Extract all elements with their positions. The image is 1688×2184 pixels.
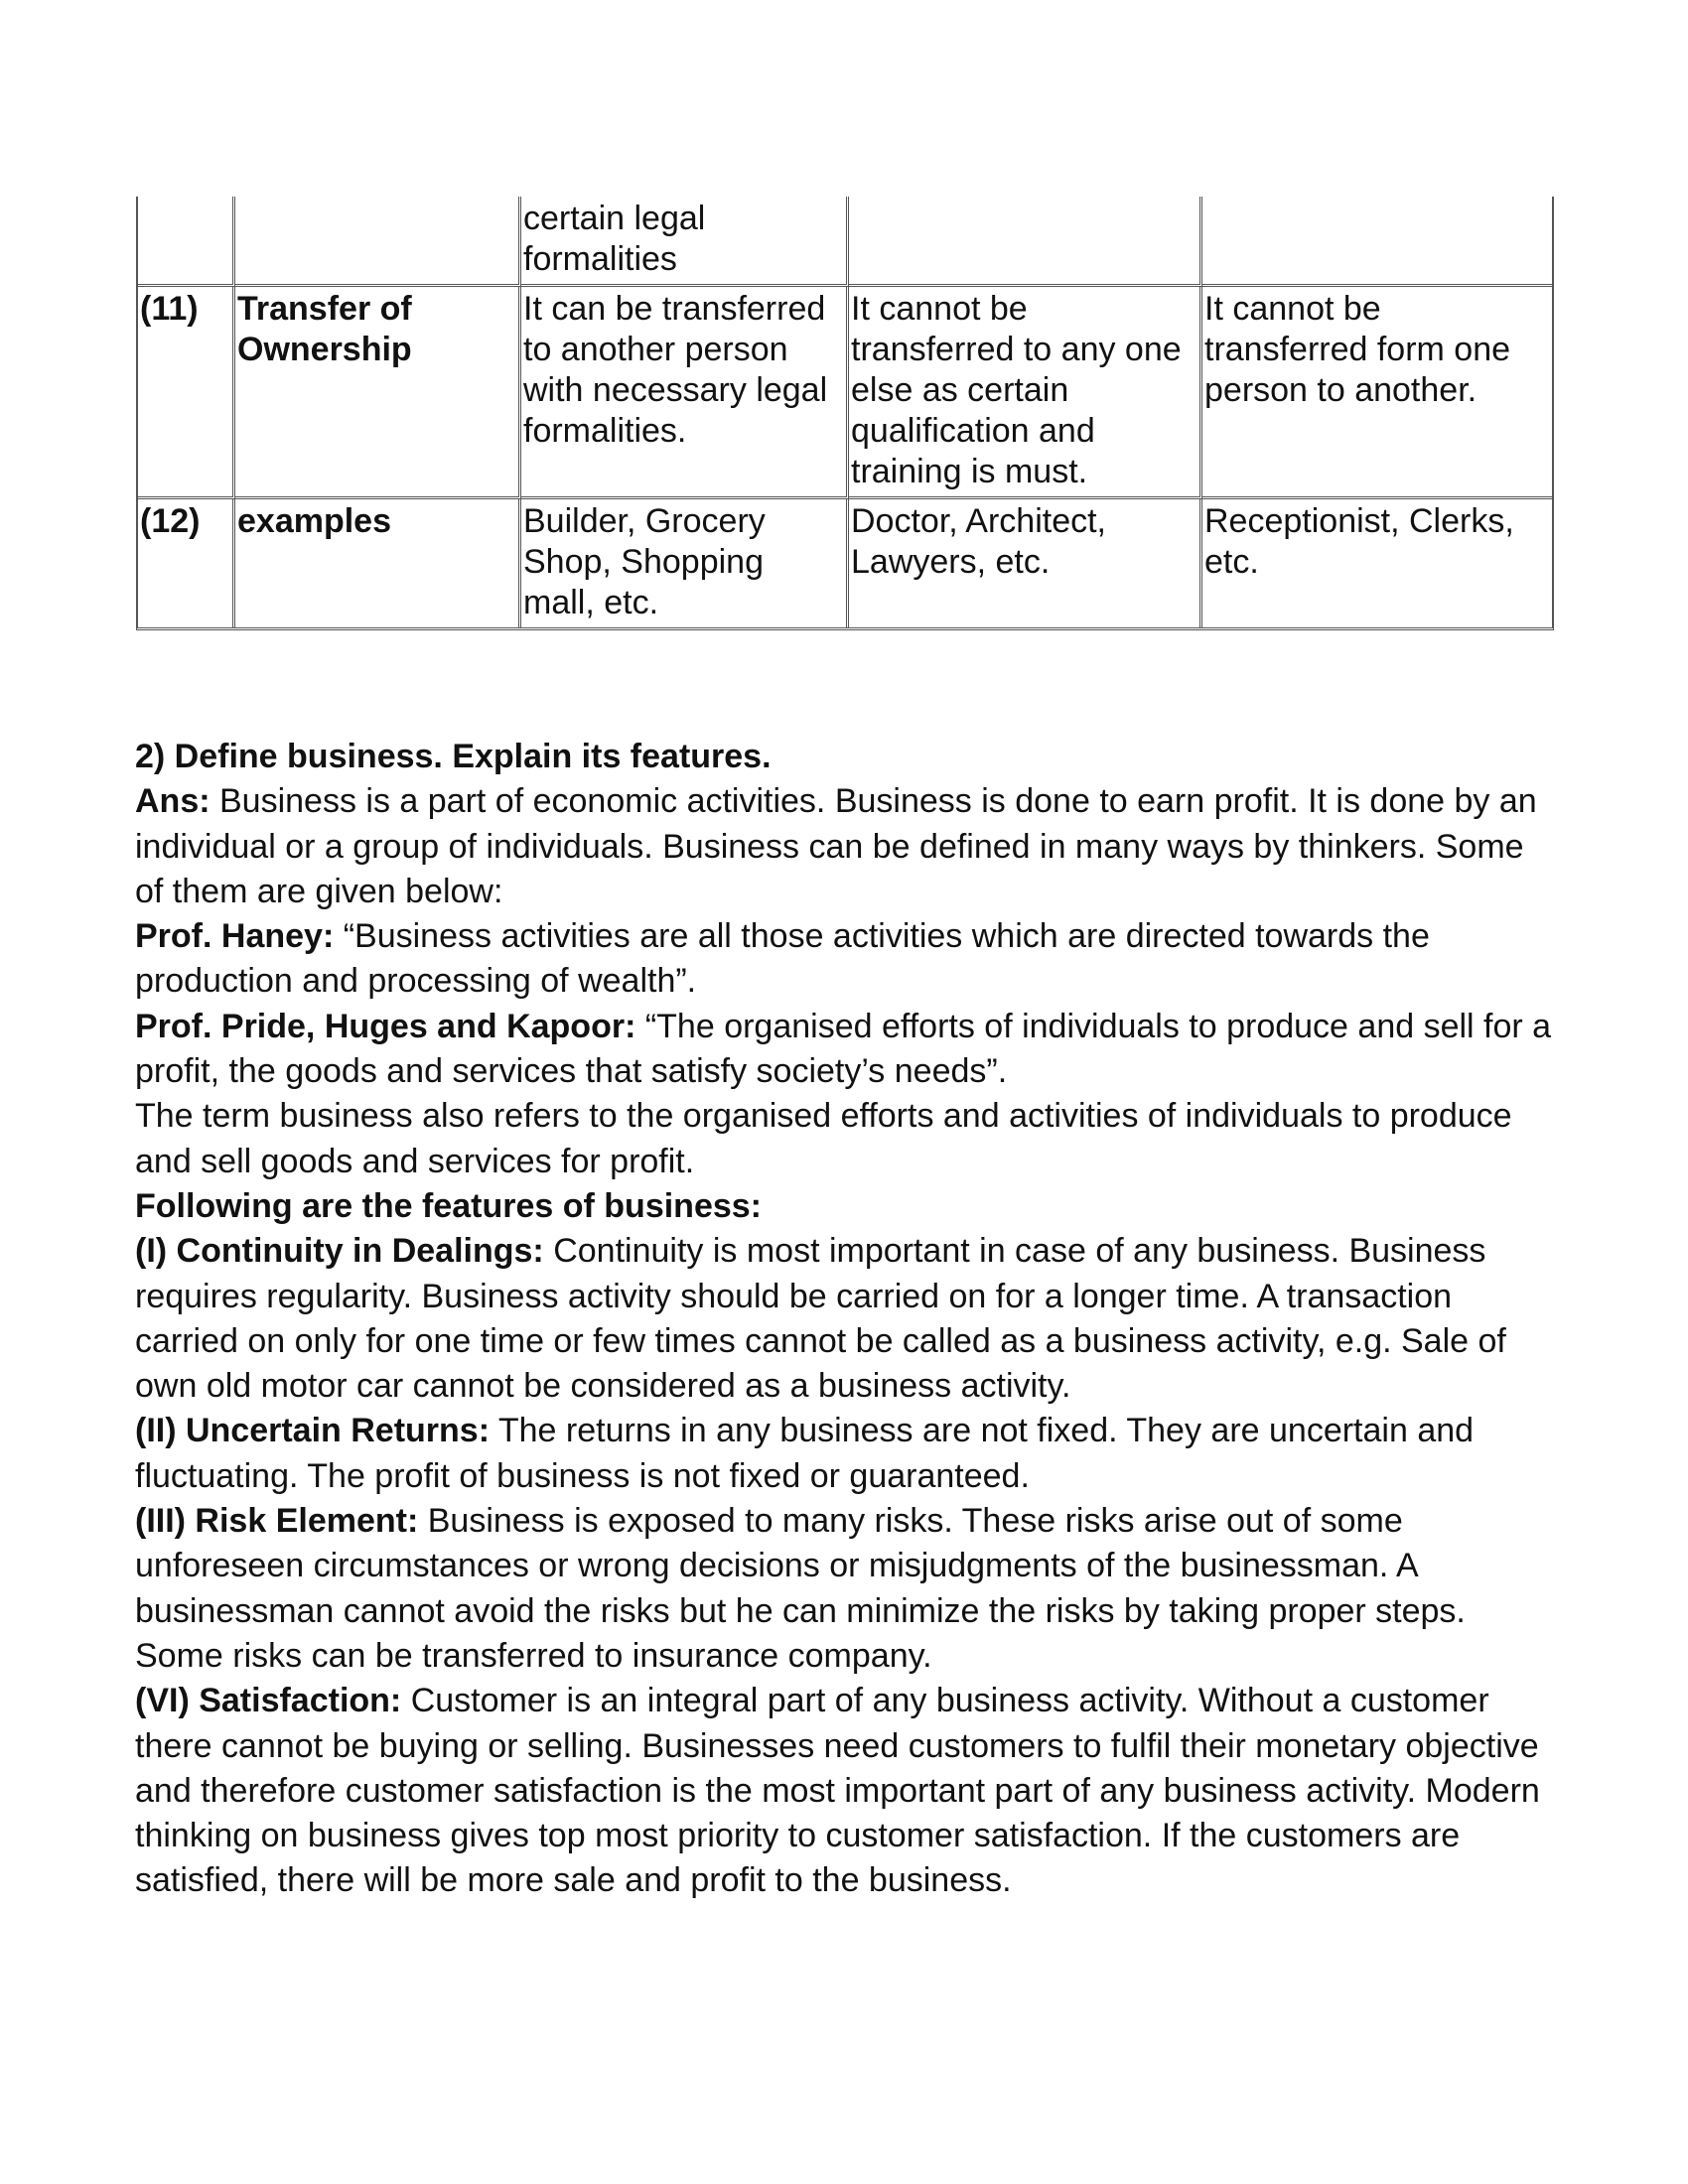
feature-label: (I) Continuity in Dealings: xyxy=(135,1232,544,1271)
features-heading: Following are the features of business: xyxy=(135,1186,762,1225)
employment-cell: Receptionist, Clerks, etc. xyxy=(1204,502,1514,581)
ans-text: Business is a part of economic activities. Business is done to earn profit. It is done by an individual or a group of individuals. Business can be defined in many ways by thinkers. Some of them are given below: xyxy=(135,782,1537,910)
question-heading: 2) Define business. Explain its features. xyxy=(135,738,772,775)
row-number: (11) xyxy=(138,287,235,499)
feature-text: Customer is an integral part of any business activity. Without a customer there cannot be buying or selling. Businesses need customers to fulfil their monetary objective and therefore customer satisfaction is the most important part of any business activity. Modern thinking on business gives top most priority to customer satisfaction. If the customers are satisfied, there will be more sale and profit to the business. xyxy=(135,1682,1540,1900)
haney-label: Prof. Haney: xyxy=(135,917,335,956)
ans-label: Ans: xyxy=(135,782,211,821)
pride-definition xyxy=(135,1005,1555,1095)
pride-text: “The organised efforts of individuals to produce and sell for a profit, the goods and services that satisfy society’s needs”. xyxy=(135,1007,1552,1091)
row-number xyxy=(138,197,235,287)
feature-name xyxy=(235,197,521,287)
feature-text: Continuity is most important in case of any business. Business requires regularity. Business activity should be carried on for a longer time. A transaction carried on only for one time or few times cannot be called as a business activity, e.g. Sale of own old motor car cannot be considered as a business activity. xyxy=(135,1232,1506,1406)
feature-text: The returns in any business are not fixed. They are uncertain and fluctuating. The profit of business is not fixed or guaranteed. xyxy=(135,1412,1475,1495)
answer-paragraph xyxy=(135,779,1555,914)
feature-name: Transfer of Ownership xyxy=(235,287,521,499)
feature-item xyxy=(135,1499,1555,1679)
business-cell: It can be transferred to another person with necessary legal formalities. xyxy=(521,287,849,499)
answer-section xyxy=(135,735,1555,1904)
business-cell: certain legal formalities xyxy=(521,197,849,287)
table-row xyxy=(138,197,1552,287)
row-number: (12) xyxy=(138,499,235,627)
feature-item xyxy=(135,1679,1555,1903)
pride-label: Prof. Pride, Huges and Kapoor: xyxy=(135,1007,636,1045)
feature-item xyxy=(135,1409,1555,1499)
profession-cell: Doctor, Architect, Lawyers, etc. xyxy=(849,499,1202,627)
feature-label: (II) Uncertain Returns: xyxy=(135,1412,491,1450)
feature-name: examples xyxy=(235,499,521,627)
feature-label: (VI) Satisfaction: xyxy=(135,1682,402,1720)
business-cell: Builder, Grocery Shop, Shopping mall, etc. xyxy=(521,499,849,627)
profession-cell xyxy=(849,197,1202,287)
table-row xyxy=(138,287,1552,499)
feature-item xyxy=(135,1229,1555,1409)
table-row xyxy=(138,499,1552,627)
employment-cell: It cannot be transferred form one person to another. xyxy=(1202,287,1552,499)
employment-cell xyxy=(1202,197,1552,287)
feature-label: (III) Risk Element: xyxy=(135,1502,419,1541)
haney-text: “Business activities are all those activities which are directed towards the production and processing of wealth”. xyxy=(135,917,1430,1001)
haney-definition xyxy=(135,914,1555,1005)
comparison-table xyxy=(136,197,1554,630)
profession-cell: It cannot be transferred to any one else as certain qualification and training is must. xyxy=(849,287,1202,499)
term-paragraph: The term business also refers to the organised efforts and activities of individuals to produce and sell goods and services for profit. xyxy=(135,1097,1512,1180)
feature-text: Business is exposed to many risks. These risks arise out of some unforeseen circumstances or wrong decisions or misjudgments of the businessman. A businessman cannot avoid the risks but he can minimize the risks by taking proper steps. Some risks can be transferred to insurance company. xyxy=(135,1502,1466,1675)
